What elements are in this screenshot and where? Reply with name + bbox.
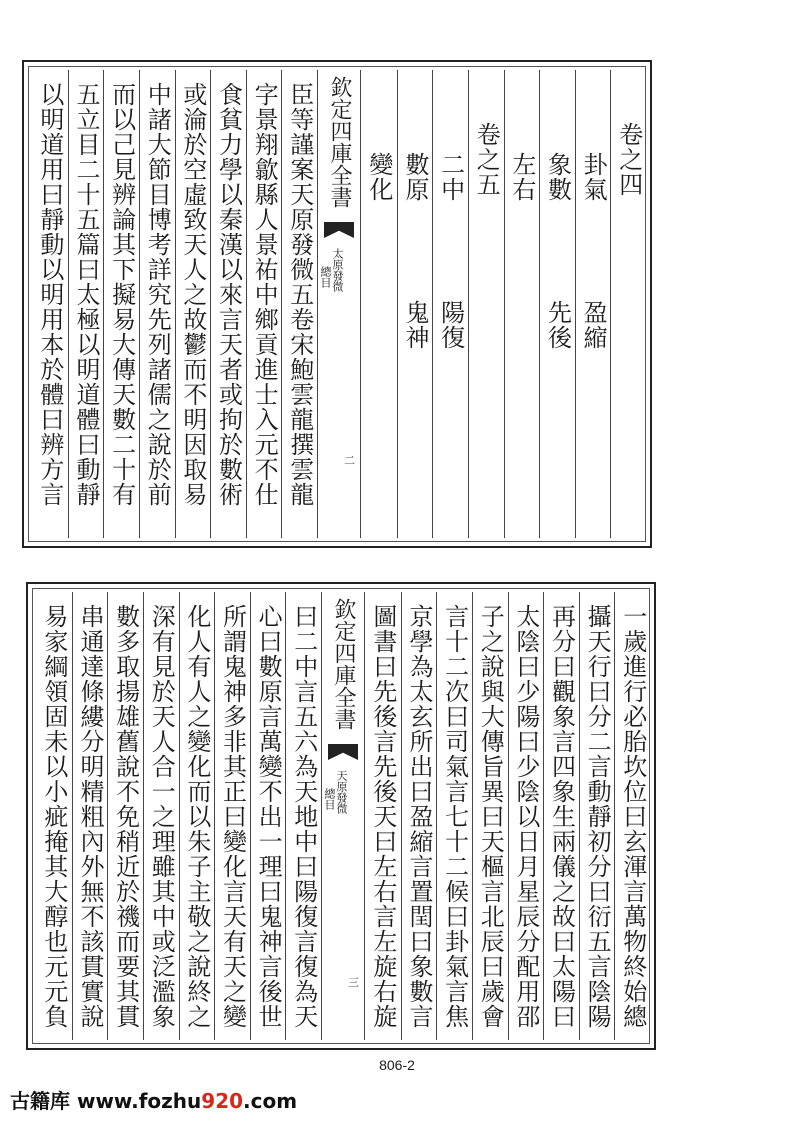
text-column [539,70,575,538]
text-column [508,592,544,1040]
text-column [214,592,250,1040]
bottom-page [26,582,656,1050]
text-column [139,70,175,538]
text-column [32,70,68,538]
column-text: 數多取揚雄舊說不免稍近於禨而要其貫 [111,604,140,1029]
column-text: 五立目二十五篇曰太極以明道體曰動靜 [71,82,100,507]
text-column [436,592,472,1040]
column-text: 以明道用曰靜動以明用本於體曰辨方言 [35,82,64,507]
watermark-url: www.fozhu [76,1089,202,1113]
column-text: 所謂鬼神多非其正曰變化言天有天之變 [218,604,247,1029]
toc-entry: 陽復 [436,300,465,350]
center-header-column [321,592,365,1040]
text-column [365,592,401,1040]
text-column [285,592,321,1040]
column-text: 中諸大節目博考詳究先列諸儒之說於前 [143,82,172,507]
toc-entry: 數原 [400,152,429,202]
column-text: 串通達條縷分明精粗內外無不該貫實說 [75,604,104,1029]
text-column [397,70,433,538]
text-column [103,70,139,538]
column-text: 臣等謹案天原發微五卷宋鮑雲龍撰雲龍 [285,82,314,507]
text-column [246,70,282,538]
toc-entry: 先後 [543,300,572,350]
leaf-number: 二 [344,454,355,467]
column-text: 心曰數原言萬變不出一理曰鬼神言後世 [254,604,283,1029]
column-text: 京學為太玄所出曰盈縮言置閏曰象數言 [404,604,433,1029]
text-column [575,70,611,538]
text-column [614,592,650,1040]
text-column [175,70,211,538]
watermark-number: 920 [201,1089,244,1113]
text-column [179,592,215,1040]
text-column [107,592,143,1040]
top-page [22,60,652,548]
toc-entry: 鬼神 [400,300,429,350]
column-text: 曰二中言五六為天地中曰陽復言復為天 [289,604,318,1029]
watermark-site-name: 古籍库 [10,1089,70,1113]
toc-entry: 象數 [543,152,572,202]
toc-entry: 左右 [507,152,536,202]
text-column [72,592,108,1040]
volume-title: 天原發微 [335,770,348,814]
column-text: 易家綱領固未以小疵掩其大醇也元元負 [39,604,68,1029]
text-column [210,70,246,538]
center-header-column [317,70,361,538]
text-column [472,592,508,1040]
text-column [401,592,437,1040]
fishtail-mark-icon [324,222,354,238]
section-title: 總目 [323,788,336,810]
column-text: 太陰曰少陽曰少陰以日月星辰分配用邵 [511,604,540,1029]
column-text: 子之說與大傳旨異曰天樞言北辰曰歲會 [476,604,505,1029]
column-text: 圖書曰先後言先後天曰左右言左旋右旋 [368,604,397,1029]
text-column [579,592,615,1040]
column-text: 深有見於天人合一之理雖其中或泛濫象 [147,604,176,1029]
column-text: 而以己見辨論其下擬易大傳天數二十有 [107,82,136,507]
toc-entry: 變化 [364,152,393,202]
toc-entry: 卷之五 [472,122,501,197]
volume-title: 太原發微 [331,248,344,292]
book-title: 欽定四庫全書 [327,76,352,208]
book-title: 欽定四庫全書 [331,598,356,730]
column-text: 再分曰觀象言四象生兩儀之故曰太陽曰 [547,604,576,1029]
text-column [36,592,72,1040]
column-text: 攝天行曰分二言動靜初分曰衍五言陰陽 [583,604,612,1029]
column-text: 字景翔歙縣人景祐中鄉貢進士入元不仕 [250,82,279,507]
text-column [432,70,468,538]
leaf-number: 三 [348,976,359,989]
site-watermark[interactable] [10,1085,297,1114]
toc-entry: 卷之四 [614,122,643,197]
text-column [361,70,397,538]
toc-entry: 卦氣 [579,152,608,202]
text-column [610,70,646,538]
column-text: 食貧力學以秦漢以來言天者或拘於數術 [214,82,243,507]
column-text: 一歲進行必胎坎位曰玄渾言萬物終始總 [618,604,647,1029]
column-text: 或淪於空虛致天人之故鬱而不明因取易 [178,82,207,507]
toc-entry: 盈縮 [579,300,608,350]
fishtail-mark-icon [328,744,358,760]
column-text: 言十二次曰司氣言七十二候曰卦氣言焦 [440,604,469,1029]
text-column [143,592,179,1040]
toc-entry: 二中 [436,152,465,202]
section-title: 總目 [319,266,332,288]
text-column [281,70,317,538]
text-column [250,592,286,1040]
text-column [468,70,504,538]
text-column [504,70,540,538]
page-number: 806-2 [379,1057,415,1073]
text-column [543,592,579,1040]
watermark-tld: .com [243,1089,298,1113]
column-text: 化人有人之變化而以朱子主敬之說終之 [182,604,211,1029]
text-column [68,70,104,538]
